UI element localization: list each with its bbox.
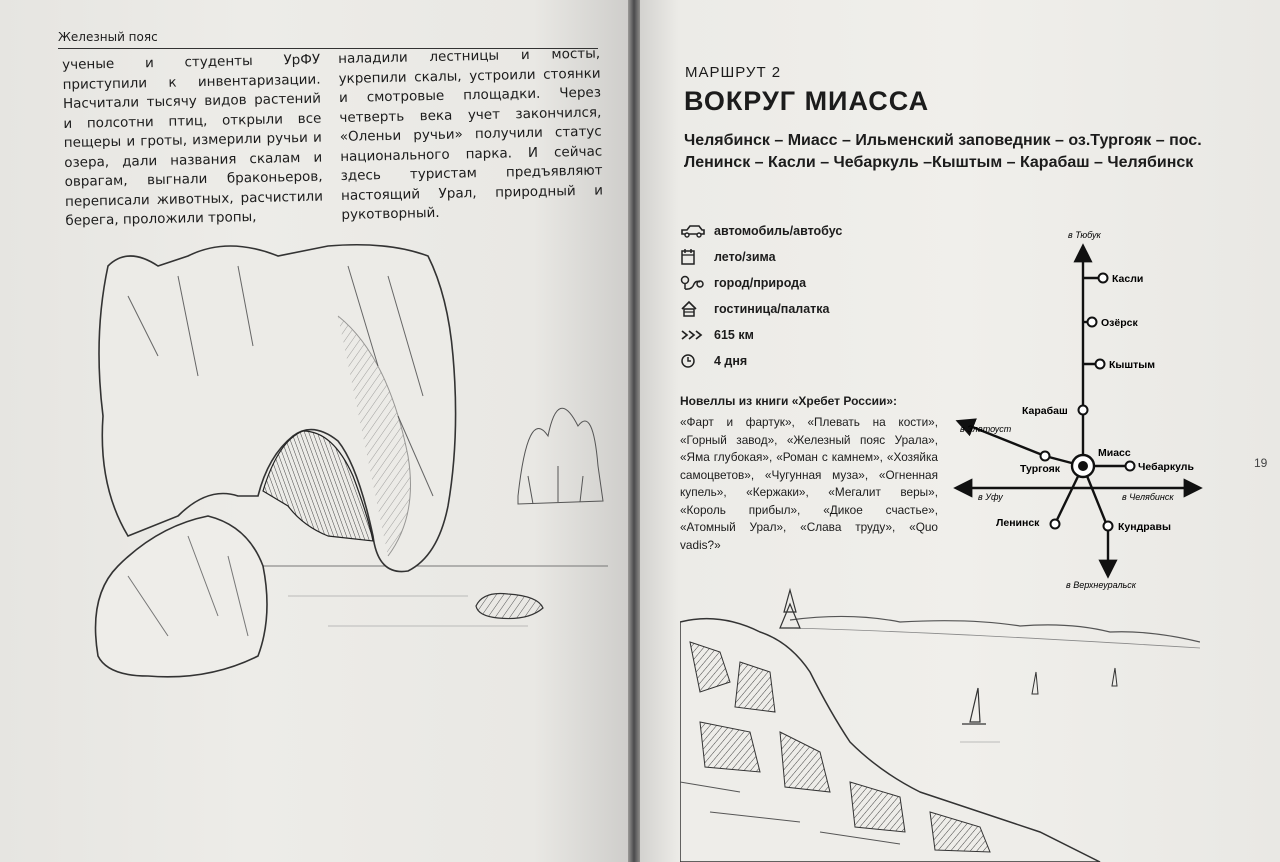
text-column-1 — [62, 51, 324, 232]
route-title: ВОКРУГ МИАССА — [684, 86, 930, 116]
fact-text: 615 км — [714, 328, 754, 342]
distance-chevrons-icon — [680, 325, 708, 345]
page-number: 19 — [1254, 456, 1268, 470]
stop-ozersk — [1088, 318, 1097, 327]
route-map — [950, 226, 1210, 592]
dir-chelyabinsk-label: в Челябинск — [1122, 492, 1174, 502]
rock-arch-illustration — [88, 236, 608, 696]
label-kasli: Касли — [1112, 273, 1144, 285]
label-kundravy: Кундравы — [1118, 521, 1171, 533]
fact-lodging — [680, 296, 910, 322]
dir-south-label: в Верхнеуральск — [1066, 580, 1137, 590]
clock-icon — [680, 351, 708, 371]
fact-duration — [680, 348, 910, 374]
fact-season — [680, 244, 910, 270]
fact-text: автомобиль/автобус — [714, 224, 843, 238]
label-miass: Миасс — [1098, 447, 1131, 459]
stop-turgoyak — [1041, 452, 1050, 461]
label-karabash: Карабаш — [1022, 405, 1068, 417]
stop-miass-center — [1078, 461, 1088, 471]
route-path: Челябинск – Миасс – Ильменский заповедник – оз.Тургояк – пос. Ленинск – Касли – Чебаркуль –Кыштым – Карабаш – Челябинск — [684, 132, 1202, 171]
fact-text: лето/зима — [714, 250, 776, 264]
label-ozersk: Озёрск — [1101, 317, 1138, 329]
novels-list: «Фарт и фартук», «Плевать на кости», «Горный завод», «Железный пояс Урала», «Яма глубокая», «Роман с камнем», «Хозяйка самоцветов», «Чугунная муза», «Огненная купель», «Кержаки», «Мегалит веры», «Король прибыл», «Дикое счастье», «Атомный Урал», «Слава труду», «Quo vadis?» — [680, 415, 938, 552]
running-head: Железный пояс — [58, 30, 158, 44]
paragraph: наладили лестницы и мосты, укрепили скалы, устроили стоянки и смотровые площадки. Через четверть века учет закончился, «Оленьи ручьи» получили статус национального парка. И сейчас здесь туристам предъявляют настоящий Урал, природный и рукотворный. — [338, 45, 604, 223]
dir-ufa-label: в Уфу — [978, 492, 1003, 502]
route-facts — [680, 218, 910, 374]
fact-text: город/природа — [714, 276, 807, 290]
calendar-icon — [680, 247, 708, 267]
label-chebarkul: Чебаркуль — [1138, 461, 1194, 473]
stop-kasli — [1099, 274, 1108, 283]
label-leninsk: Ленинск — [996, 517, 1040, 529]
stop-chebarkul — [1126, 462, 1135, 471]
lake-cliffs-illustration — [680, 582, 1200, 862]
stop-kundravy — [1104, 522, 1113, 531]
stop-kyshtym — [1096, 360, 1105, 369]
text-column-2 — [338, 45, 604, 226]
fact-text: гостиница/палатка — [714, 302, 830, 316]
route-label: МАРШРУТ 2 — [685, 64, 782, 81]
fact-text: 4 дня — [714, 354, 748, 368]
label-kyshtym: Кыштым — [1109, 359, 1156, 371]
fact-setting — [680, 270, 910, 296]
car-icon — [680, 221, 708, 241]
dir-zlatoust-label: в Златоуст — [960, 424, 1012, 434]
fact-distance — [680, 322, 910, 348]
paragraph: ученые и студенты УрФУ приступили к инвентаризации. Насчитали тысячу видов растений и полсотни птиц, открыли все пещеры и гроты, измерили ручьи и озера, дали названия скалам и оврагам, выгнали браконьеров, переписали животных, расчистили берега, проложили тропы, — [62, 51, 324, 229]
novels-title: Новеллы из книги «Хребет России»: — [680, 394, 898, 408]
book-gutter — [628, 0, 640, 862]
stop-karabash — [1079, 406, 1088, 415]
city-nature-icon — [680, 273, 708, 293]
dir-north-label: в Тюбук — [1068, 230, 1101, 240]
house-icon — [680, 299, 708, 319]
left-page — [0, 0, 628, 862]
label-turgoyak: Тургояк — [1020, 463, 1061, 475]
stop-leninsk — [1051, 520, 1060, 529]
fact-transport — [680, 218, 910, 244]
